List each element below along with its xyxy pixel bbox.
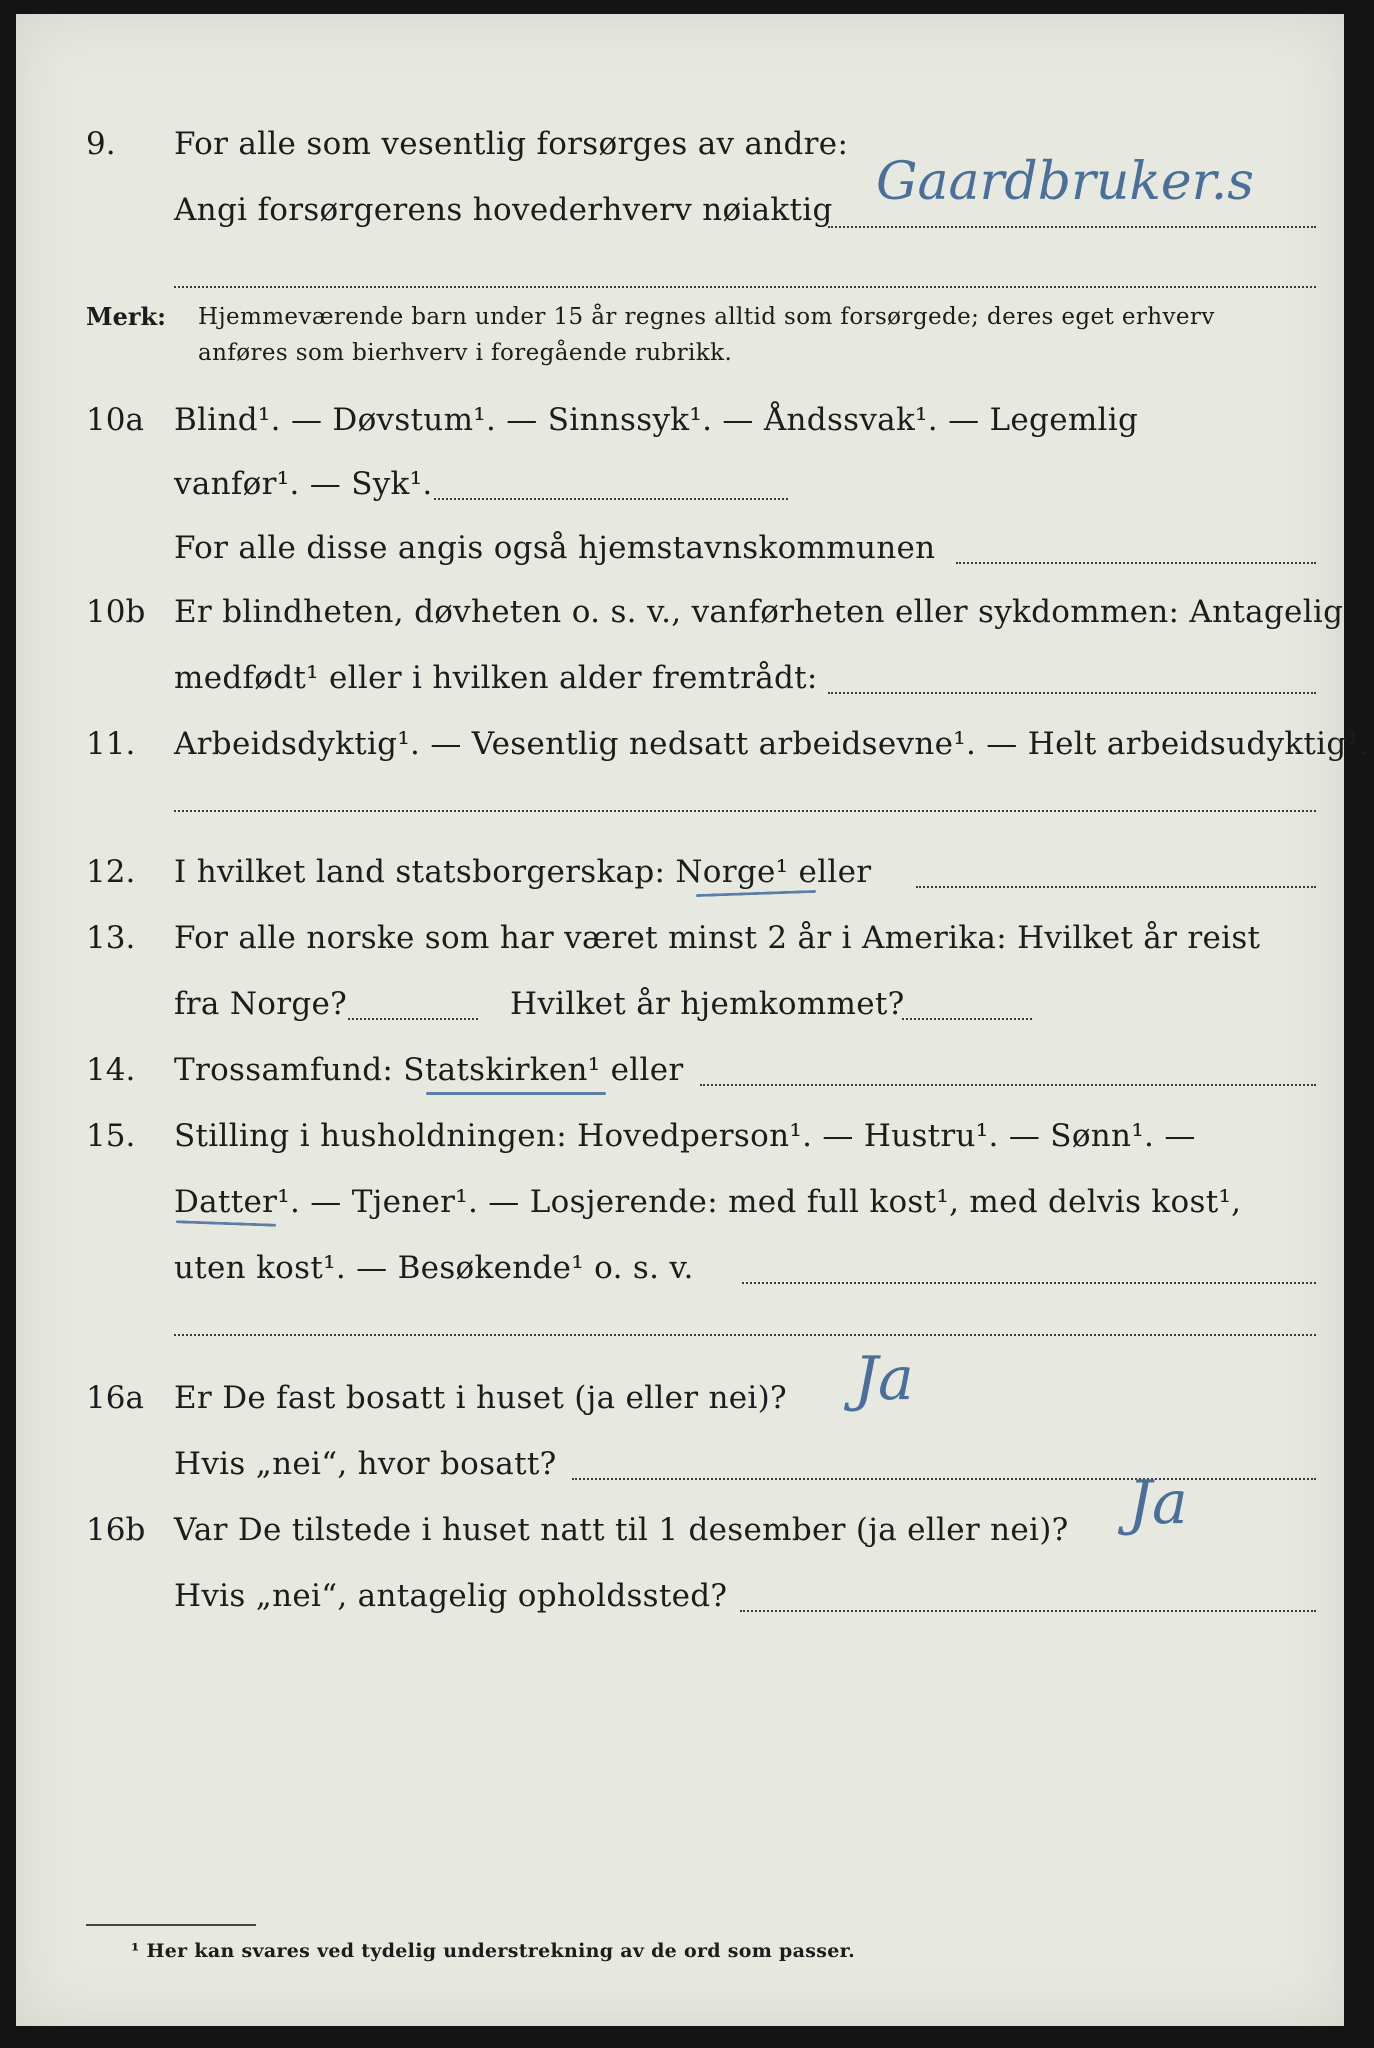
q15-osv-line xyxy=(742,1282,1316,1284)
q16b-handwritten-answer: Ja xyxy=(1128,1468,1188,1538)
q14-statskirken-underline xyxy=(426,1092,606,1095)
q10a-syk-line xyxy=(434,498,788,500)
q14-number: 14. xyxy=(86,1052,136,1088)
q12-line1: I hvilket land statsborgerskap: Norge¹ eller xyxy=(174,854,872,890)
q13-line2a: fra Norge? xyxy=(174,986,348,1022)
q16a-line1: Er De fast bosatt i huset (ja eller nei)? xyxy=(174,1380,787,1416)
merk-line2: anføres som bierhverv i foregående rubrikk. xyxy=(198,340,733,366)
q15-line1: Stilling i husholdningen: Hovedperson¹. — Hustru¹. — Sønn¹. — xyxy=(174,1118,1196,1154)
q15-number: 15. xyxy=(86,1118,136,1154)
q16a-bosatt-line xyxy=(572,1478,1316,1480)
merk-line1: Hjemmeværende barn under 15 år regnes alltid som forsørgede; deres eget erhverv xyxy=(198,304,1215,330)
q16b-number: 16b xyxy=(86,1512,146,1548)
q15-extra-line xyxy=(174,1334,1316,1336)
q9-extra-line xyxy=(174,286,1316,288)
q12-norge-underline xyxy=(696,890,816,897)
q15-datter-underline xyxy=(176,1220,276,1226)
q15-line3: uten kost¹. — Besøkende¹ o. s. v. xyxy=(174,1250,694,1286)
q11-line1: Arbeidsdyktig¹. — Vesentlig nedsatt arbeidsevne¹. — Helt arbeidsudyktig¹. xyxy=(174,726,1370,762)
q9-handwritten-answer: Gaardbruker.s xyxy=(876,152,1254,212)
q10b-alder-line xyxy=(828,692,1316,694)
footnote: ¹ Her kan svares ved tydelig understrekning av de ord som passer. xyxy=(131,1940,856,1962)
q16a-number: 16a xyxy=(86,1380,144,1416)
q15-line2: Datter¹. — Tjener¹. — Losjerende: med full kost¹, med delvis kost¹, xyxy=(174,1184,1242,1220)
q9-number: 9. xyxy=(86,126,116,162)
merk-label: Merk: xyxy=(86,302,166,331)
q11-extra-line xyxy=(174,810,1316,812)
q10a-line3: For alle disse angis også hjemstavnskommunen xyxy=(174,530,936,566)
q9-line2: Angi forsørgerens hovederhverv nøiaktig xyxy=(174,192,833,228)
q9-line1: For alle som vesentlig forsørges av andre: xyxy=(174,126,849,162)
q10b-line2: medfødt¹ eller i hvilken alder fremtrådt: xyxy=(174,660,818,696)
q14-eller-line xyxy=(700,1084,1316,1086)
q13-line2b: Hvilket år hjemkommet? xyxy=(510,986,905,1022)
q16b-line2: Hvis „nei“, antagelig opholdssted? xyxy=(174,1578,728,1614)
footnote-rule xyxy=(86,1924,256,1926)
q13-reist-line xyxy=(348,1018,478,1020)
q16a-line2: Hvis „nei“, hvor bosatt? xyxy=(174,1446,557,1482)
q10a-kommune-line xyxy=(956,562,1316,564)
q12-eller-line xyxy=(916,886,1316,888)
q13-number: 13. xyxy=(86,920,136,956)
census-form-page xyxy=(16,14,1370,2026)
q13-line1: For alle norske som har været minst 2 år i Amerika: Hvilket år reist xyxy=(174,920,1261,956)
q10a-line2: vanfør¹. — Syk¹. xyxy=(174,466,433,502)
q12-number: 12. xyxy=(86,854,136,890)
q10a-number: 10a xyxy=(86,402,144,438)
q16b-opholdssted-line xyxy=(740,1610,1316,1612)
q16b-line1: Var De tilstede i huset natt til 1 desember (ja eller nei)? xyxy=(174,1512,1069,1548)
q11-number: 11. xyxy=(86,726,136,762)
q13-hjemkommet-line xyxy=(902,1018,1032,1020)
q9-answer-line xyxy=(828,226,1316,228)
q10b-line1: Er blindheten, døvheten o. s. v., vanførheten eller sykdommen: Antagelig xyxy=(174,594,1344,630)
q10a-line1: Blind¹. — Døvstum¹. — Sinnssyk¹. — Åndssvak¹. — Legemlig xyxy=(174,402,1139,438)
q14-line1: Trossamfund: Statskirken¹ eller xyxy=(174,1052,684,1088)
q10b-number: 10b xyxy=(86,594,146,630)
q16a-handwritten-answer: Ja xyxy=(854,1344,914,1414)
